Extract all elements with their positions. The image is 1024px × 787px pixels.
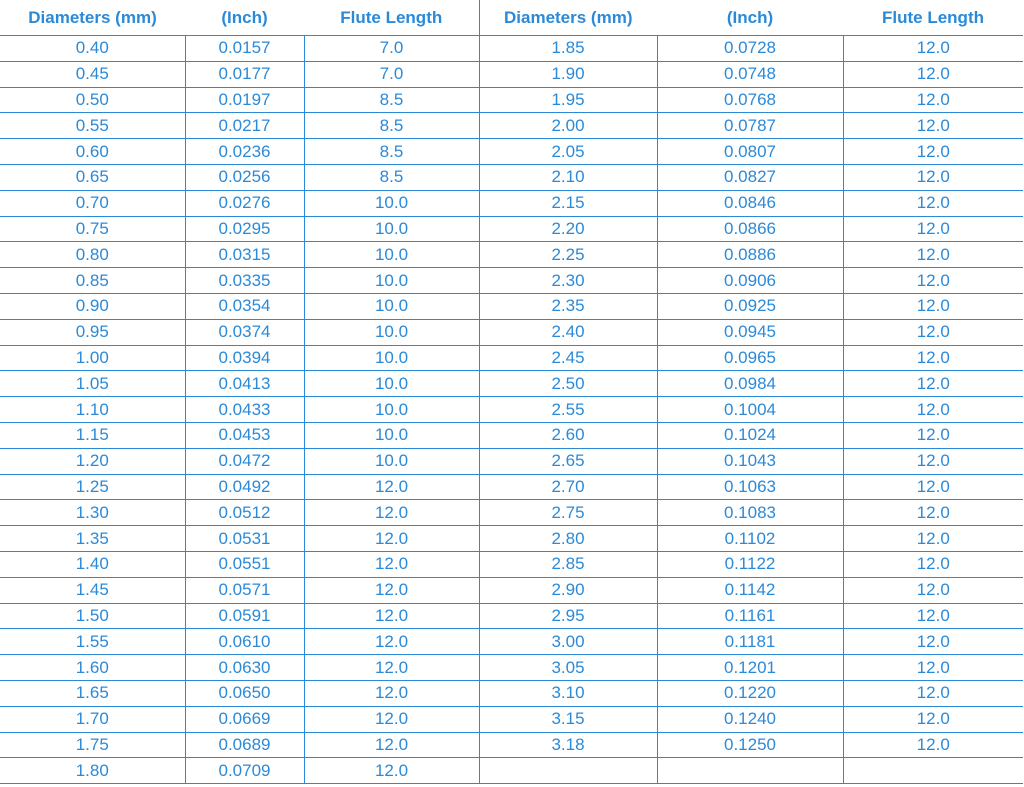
inch-cell: 0.0827 <box>657 164 843 190</box>
flute-length-cell: 12.0 <box>843 732 1023 758</box>
header-diameter-mm-left: Diameters (mm) <box>0 0 185 36</box>
diameter-mm-cell: 2.55 <box>479 397 657 423</box>
diameter-mm-cell: 1.00 <box>0 345 185 371</box>
diameter-mm-cell: 0.85 <box>0 268 185 294</box>
diameter-mm-cell: 1.60 <box>0 655 185 681</box>
inch-cell: 0.0157 <box>185 36 304 62</box>
table-row <box>0 190 1023 216</box>
inch-cell: 0.0591 <box>185 603 304 629</box>
table-header <box>0 0 1023 36</box>
inch-cell: 0.0886 <box>657 242 843 268</box>
flute-length-cell: 12.0 <box>843 164 1023 190</box>
diameter-mm-cell: 0.70 <box>0 190 185 216</box>
diameter-mm-cell: 1.85 <box>479 36 657 62</box>
flute-length-cell <box>843 758 1023 784</box>
diameter-mm-cell: 2.25 <box>479 242 657 268</box>
diameter-mm-cell: 1.20 <box>0 448 185 474</box>
inch-cell: 0.0492 <box>185 474 304 500</box>
diameter-mm-cell: 2.40 <box>479 319 657 345</box>
flute-length-cell: 10.0 <box>304 422 479 448</box>
table-row <box>0 500 1023 526</box>
inch-cell: 0.0177 <box>185 61 304 87</box>
inch-cell: 0.0768 <box>657 87 843 113</box>
diameter-mm-cell: 1.10 <box>0 397 185 423</box>
table-row <box>0 319 1023 345</box>
inch-cell: 0.0531 <box>185 526 304 552</box>
diameter-mm-cell: 0.75 <box>0 216 185 242</box>
table-row <box>0 242 1023 268</box>
table-row <box>0 474 1023 500</box>
inch-cell: 0.0669 <box>185 706 304 732</box>
diameter-mm-cell <box>479 758 657 784</box>
diameter-mm-cell: 0.90 <box>0 293 185 319</box>
flute-length-cell: 10.0 <box>304 448 479 474</box>
table-row <box>0 164 1023 190</box>
diameter-mm-cell: 0.80 <box>0 242 185 268</box>
inch-cell: 0.0866 <box>657 216 843 242</box>
flute-length-cell: 12.0 <box>843 551 1023 577</box>
flute-length-cell: 12.0 <box>304 655 479 681</box>
flute-length-cell: 12.0 <box>843 36 1023 62</box>
header-flute-length-left: Flute Length <box>304 0 479 36</box>
diameter-mm-cell: 2.65 <box>479 448 657 474</box>
diameter-mm-cell: 3.05 <box>479 655 657 681</box>
flute-length-cell: 7.0 <box>304 61 479 87</box>
diameter-mm-cell: 2.95 <box>479 603 657 629</box>
inch-cell: 0.0512 <box>185 500 304 526</box>
diameter-mm-cell: 2.15 <box>479 190 657 216</box>
inch-cell: 0.0394 <box>185 345 304 371</box>
inch-cell: 0.1181 <box>657 629 843 655</box>
flute-length-cell: 12.0 <box>843 87 1023 113</box>
table-row <box>0 216 1023 242</box>
inch-cell <box>657 758 843 784</box>
inch-cell: 0.0630 <box>185 655 304 681</box>
inch-cell: 0.1102 <box>657 526 843 552</box>
flute-length-cell: 8.5 <box>304 87 479 113</box>
diameter-mm-cell: 2.80 <box>479 526 657 552</box>
inch-cell: 0.1142 <box>657 577 843 603</box>
table-row <box>0 526 1023 552</box>
flute-length-cell: 12.0 <box>843 629 1023 655</box>
diameter-mm-cell: 0.40 <box>0 36 185 62</box>
table-row <box>0 345 1023 371</box>
inch-cell: 0.0846 <box>657 190 843 216</box>
flute-length-cell: 10.0 <box>304 371 479 397</box>
inch-cell: 0.0906 <box>657 268 843 294</box>
table-row <box>0 268 1023 294</box>
diameter-mm-cell: 2.70 <box>479 474 657 500</box>
inch-cell: 0.0748 <box>657 61 843 87</box>
diameter-mm-cell: 0.45 <box>0 61 185 87</box>
diameter-mm-cell: 2.45 <box>479 345 657 371</box>
flute-length-cell: 7.0 <box>304 36 479 62</box>
inch-cell: 0.0472 <box>185 448 304 474</box>
flute-length-cell: 10.0 <box>304 345 479 371</box>
table-row <box>0 422 1023 448</box>
inch-cell: 0.0374 <box>185 319 304 345</box>
inch-cell: 0.0354 <box>185 293 304 319</box>
flute-length-cell: 12.0 <box>843 242 1023 268</box>
table-row <box>0 732 1023 758</box>
diameter-mm-cell: 3.10 <box>479 680 657 706</box>
diameter-mm-cell: 3.15 <box>479 706 657 732</box>
diameter-mm-cell: 2.35 <box>479 293 657 319</box>
flute-length-cell: 10.0 <box>304 216 479 242</box>
flute-length-cell: 12.0 <box>843 655 1023 681</box>
inch-cell: 0.0571 <box>185 577 304 603</box>
flute-length-cell: 12.0 <box>843 500 1023 526</box>
flute-length-cell: 12.0 <box>304 758 479 784</box>
diameter-mm-cell: 2.50 <box>479 371 657 397</box>
inch-cell: 0.0295 <box>185 216 304 242</box>
diameter-mm-cell: 2.05 <box>479 139 657 165</box>
flute-length-cell: 12.0 <box>304 526 479 552</box>
table-row <box>0 603 1023 629</box>
inch-cell: 0.0217 <box>185 113 304 139</box>
inch-cell: 0.1250 <box>657 732 843 758</box>
inch-cell: 0.0610 <box>185 629 304 655</box>
flute-length-cell: 12.0 <box>843 268 1023 294</box>
inch-cell: 0.0256 <box>185 164 304 190</box>
diameter-mm-cell: 1.25 <box>0 474 185 500</box>
header-row <box>0 0 1023 36</box>
flute-length-cell: 12.0 <box>304 474 479 500</box>
header-flute-length-right: Flute Length <box>843 0 1023 36</box>
inch-cell: 0.1161 <box>657 603 843 629</box>
flute-length-cell: 12.0 <box>304 706 479 732</box>
diameter-mm-cell: 2.30 <box>479 268 657 294</box>
inch-cell: 0.0787 <box>657 113 843 139</box>
flute-length-cell: 12.0 <box>304 680 479 706</box>
inch-cell: 0.0728 <box>657 36 843 62</box>
inch-cell: 0.1024 <box>657 422 843 448</box>
diameter-mm-cell: 2.60 <box>479 422 657 448</box>
flute-length-cell: 12.0 <box>843 319 1023 345</box>
inch-cell: 0.1083 <box>657 500 843 526</box>
diameter-mm-cell: 2.75 <box>479 500 657 526</box>
flute-length-cell: 10.0 <box>304 397 479 423</box>
inch-cell: 0.0945 <box>657 319 843 345</box>
table-row <box>0 706 1023 732</box>
table-row <box>0 371 1023 397</box>
diameter-mm-cell: 1.75 <box>0 732 185 758</box>
diameter-mm-cell: 1.50 <box>0 603 185 629</box>
diameter-mm-cell: 1.70 <box>0 706 185 732</box>
inch-cell: 0.1122 <box>657 551 843 577</box>
flute-length-cell: 12.0 <box>843 474 1023 500</box>
inch-cell: 0.0315 <box>185 242 304 268</box>
flute-length-cell: 12.0 <box>304 500 479 526</box>
inch-cell: 0.1201 <box>657 655 843 681</box>
flute-length-cell: 12.0 <box>843 706 1023 732</box>
diameter-mm-cell: 1.15 <box>0 422 185 448</box>
table-row <box>0 577 1023 603</box>
table-row <box>0 293 1023 319</box>
inch-cell: 0.1240 <box>657 706 843 732</box>
inch-cell: 0.0335 <box>185 268 304 294</box>
inch-cell: 0.1043 <box>657 448 843 474</box>
inch-cell: 0.1004 <box>657 397 843 423</box>
flute-length-cell: 12.0 <box>843 190 1023 216</box>
flute-length-cell: 12.0 <box>843 577 1023 603</box>
table-row <box>0 36 1023 62</box>
flute-length-cell: 12.0 <box>843 422 1023 448</box>
flute-length-cell: 12.0 <box>304 603 479 629</box>
table-row <box>0 629 1023 655</box>
inch-cell: 0.0453 <box>185 422 304 448</box>
inch-cell: 0.0413 <box>185 371 304 397</box>
diameter-mm-cell: 2.85 <box>479 551 657 577</box>
diameter-mm-cell: 0.95 <box>0 319 185 345</box>
flute-length-cell: 10.0 <box>304 190 479 216</box>
table-row <box>0 680 1023 706</box>
inch-cell: 0.0984 <box>657 371 843 397</box>
inch-cell: 0.0236 <box>185 139 304 165</box>
flute-length-cell: 10.0 <box>304 242 479 268</box>
flute-length-cell: 12.0 <box>843 61 1023 87</box>
inch-cell: 0.0551 <box>185 551 304 577</box>
table-row <box>0 448 1023 474</box>
flute-length-cell: 10.0 <box>304 293 479 319</box>
diameter-mm-cell: 2.20 <box>479 216 657 242</box>
inch-cell: 0.0689 <box>185 732 304 758</box>
inch-cell: 0.1063 <box>657 474 843 500</box>
inch-cell: 0.0276 <box>185 190 304 216</box>
diameter-mm-cell: 1.95 <box>479 87 657 113</box>
table-row <box>0 139 1023 165</box>
diameter-mm-cell: 2.10 <box>479 164 657 190</box>
diameter-mm-cell: 2.00 <box>479 113 657 139</box>
diameter-mm-cell: 1.65 <box>0 680 185 706</box>
table-row <box>0 758 1023 784</box>
header-inch-right: (Inch) <box>657 0 843 36</box>
flute-length-cell: 12.0 <box>843 216 1023 242</box>
diameter-mm-cell: 1.90 <box>479 61 657 87</box>
flute-length-cell: 12.0 <box>843 397 1023 423</box>
flute-length-cell: 8.5 <box>304 113 479 139</box>
flute-length-cell: 12.0 <box>843 603 1023 629</box>
table-body <box>0 36 1023 784</box>
inch-cell: 0.0709 <box>185 758 304 784</box>
diameter-mm-cell: 1.35 <box>0 526 185 552</box>
flute-length-cell: 8.5 <box>304 164 479 190</box>
diameter-mm-cell: 3.00 <box>479 629 657 655</box>
flute-length-cell: 12.0 <box>304 577 479 603</box>
flute-length-cell: 12.0 <box>843 293 1023 319</box>
flute-length-cell: 12.0 <box>843 371 1023 397</box>
inch-cell: 0.0433 <box>185 397 304 423</box>
diameter-mm-cell: 1.45 <box>0 577 185 603</box>
flute-length-cell: 12.0 <box>843 680 1023 706</box>
header-inch-left: (Inch) <box>185 0 304 36</box>
flute-length-cell: 12.0 <box>843 139 1023 165</box>
diameter-mm-cell: 0.60 <box>0 139 185 165</box>
inch-cell: 0.0965 <box>657 345 843 371</box>
table-row <box>0 397 1023 423</box>
inch-cell: 0.0807 <box>657 139 843 165</box>
table-row <box>0 655 1023 681</box>
flute-length-cell: 12.0 <box>304 732 479 758</box>
diameter-mm-cell: 2.90 <box>479 577 657 603</box>
table-row <box>0 113 1023 139</box>
flute-length-cell: 12.0 <box>304 551 479 577</box>
table-row <box>0 61 1023 87</box>
diameter-mm-cell: 1.55 <box>0 629 185 655</box>
inch-cell: 0.0197 <box>185 87 304 113</box>
diameter-mm-cell: 0.65 <box>0 164 185 190</box>
diameter-mm-cell: 1.80 <box>0 758 185 784</box>
inch-cell: 0.0650 <box>185 680 304 706</box>
inch-cell: 0.0925 <box>657 293 843 319</box>
flute-length-cell: 12.0 <box>843 448 1023 474</box>
flute-length-cell: 12.0 <box>843 113 1023 139</box>
diameter-mm-cell: 0.50 <box>0 87 185 113</box>
table-row <box>0 87 1023 113</box>
flute-length-cell: 12.0 <box>304 629 479 655</box>
diameter-mm-cell: 3.18 <box>479 732 657 758</box>
diameter-mm-cell: 1.40 <box>0 551 185 577</box>
header-diameter-mm-right: Diameters (mm) <box>479 0 657 36</box>
flute-length-cell: 12.0 <box>843 526 1023 552</box>
diameter-mm-cell: 1.05 <box>0 371 185 397</box>
flute-length-cell: 12.0 <box>843 345 1023 371</box>
flute-length-cell: 10.0 <box>304 319 479 345</box>
diameter-mm-cell: 1.30 <box>0 500 185 526</box>
table-row <box>0 551 1023 577</box>
inch-cell: 0.1220 <box>657 680 843 706</box>
flute-length-cell: 8.5 <box>304 139 479 165</box>
diameter-mm-cell: 0.55 <box>0 113 185 139</box>
flute-length-cell: 10.0 <box>304 268 479 294</box>
